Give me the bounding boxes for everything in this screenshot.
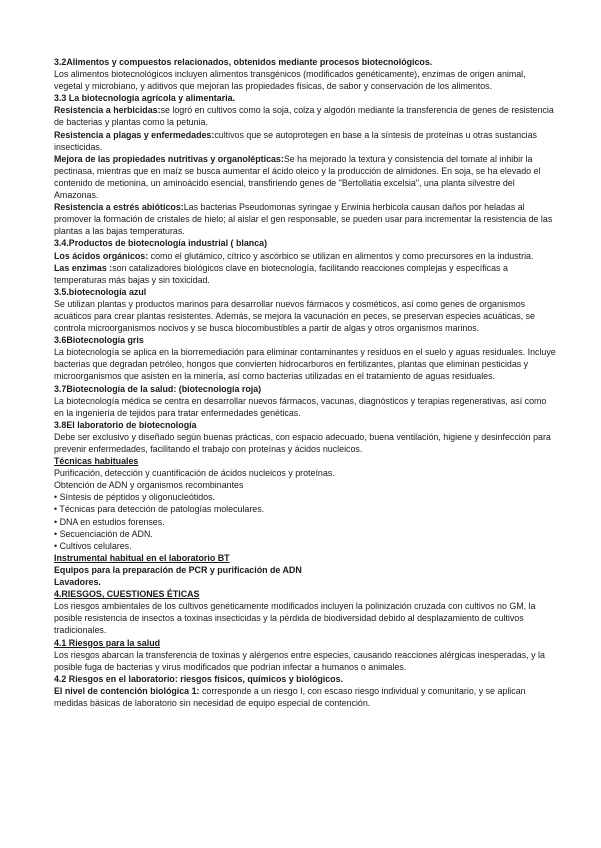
instrumental-item: Equipos para la preparación de PCR y purificación de ADN [54,564,302,575]
paragraph-estres [54,201,556,237]
tecnica-item: Obtención de ADN y organismos recombinantes [54,480,244,491]
tecnica-item: • Cultivos celulares. [54,540,132,551]
paragraph-plagas [54,129,556,153]
section-heading-4: 4.RIESGOS, CUESTIONES ÉTICAS [54,589,200,600]
term-nutritivas: Mejora de las propiedades nutritivas y organolépticas: [54,153,284,164]
text-nutritivas: Se ha mejorado la textura y consistencia del tomate al inhibir la pectinasa, mientras que en maíz se busca aumentar el ácido oleico y la producción de almidones. En soja, se ha elevado el contenido de metionina, un aminoácido esencial, transfiriendo genes de "Bertollatia excelsia", una planta silvestre del Amazonas. [54,153,541,201]
section-heading-3-2: 3.2Alimentos y compuestos relacionados, obtenidos mediante procesos biotecnológicos. [54,57,433,67]
section-heading-3-3: 3.3 La biotecnología agrícola y alimentaria. [54,93,236,104]
section-body-3-6: La biotecnología se aplica en la biorremediación para eliminar contaminantes y residuos en el suelo y aguas residuales. Incluye bacterias que degradan petróleo, hongos que convierten hidrocarburos en fertilizantes, plantas que eliminan pesticidas y microorganismos que asisten en la minería, así como bacterias utilizadas en el tratamiento de aguas residuales. [54,347,556,382]
text-herbicidas: se logró en cultivos como la soja, colza y algodón mediante la transferencia de genes de resistencia de bacterias y plantas como la petunia. [54,105,554,128]
section-body-4-1: Los riesgos abarcan la transferencia de toxinas y alérgenos entre especies, causando reacciones alérgicas inesperadas, y la posible fuga de bacterias y virus modificados que podrían infectar a humanos o animales. [54,649,545,672]
text-enzimas: son catalizadores biológicos clave en biotecnología, facilitando reacciones complejas y específicas a temperaturas más bajas y sin toxicidad. [54,262,508,285]
document-page [54,56,556,709]
tecnica-item: • Síntesis de péptidos y oligonucleótidos. [54,492,215,503]
section-heading-4-1: 4.1 Riesgos para la salud [54,637,161,648]
paragraph-nutritivas [54,153,556,201]
tecnicas-title: Técnicas habituales [54,456,139,467]
text-acidos: como el glutámico, cítrico y ascórbico se utilizan en alimentos y como precursores en la industria. [148,250,534,261]
tecnica-item: • DNA en estudios forenses. [54,516,165,527]
section-body-3-2: Los alimentos biotecnológicos incluyen alimentos transgénicos (modificados genéticamente), enzimas de origen animal, vegetal y microbiano, y aditivos que mejoran las propiedades físicas, de sabor y conservación de los alimentos. [54,69,526,92]
term-enzimas: Las enzimas : [54,262,113,273]
paragraph-herbicidas [54,104,556,128]
section-body-4: Los riesgos ambientales de los cultivos genéticamente modificados incluyen la polinización cruzada con cultivos no GM, la posible resistencia de insectos a toxinas insecticidas y la pérdida de biodiversidad debido al desplazamiento de cultivos tradicionales. [54,601,536,636]
term-contencion: El nivel de contención biológica 1: [54,685,200,696]
paragraph-enzimas [54,262,556,286]
section-body-3-5: Se utilizan plantas y productos marinos para desarrollar nuevos fármacos y cosméticos, así como genes de organismos acuáticos para crear plantas resistentes. Además, se mejora la vacunación en peces, se preservan especies acuáticas, se controla microorganismos nocivos y se busca biocombustibles a partir de algas y otros organismos marinos. [54,298,535,334]
section-body-3-7: La biotecnología médica se centra en desarrollar nuevos fármacos, vacunas, diagnósticos y terapias regenerativas, así como en la ingeniería de tejidos para tratar enfermedades genéticas. [54,395,547,418]
term-herbicidas: Resistencia a herbicidas: [54,105,161,116]
instrumental-item: Lavadores. [54,577,101,588]
paragraph-contencion [54,685,556,709]
text-plagas: cultivos que se autoprotegen en base a la síntesis de proteínas u otras sustancias insecticidas. [54,129,537,152]
section-heading-3-5: 3.5.biotecnología azul [54,286,147,297]
section-body-3-8: Debe ser exclusivo y diseñado según buenas prácticas, con espacio adecuado, buena ventilación, higiene y desinfección para prevenir enfermedades, facilitando el trabajo con proteínas y ácidos nucleicos. [54,431,551,454]
term-estres: Resistencia a estrés abióticos: [54,202,184,213]
tecnica-item: • Técnicas para detección de patologías moleculares. [54,504,265,515]
term-plagas: Resistencia a plagas y enfermedades: [54,129,215,140]
section-heading-3-8: 3.8El laboratorio de biotecnología [54,419,197,430]
tecnica-item: • Secuenciación de ADN. [54,528,153,539]
paragraph-acidos [54,250,556,262]
text-estres: Las bacterias Pseudomonas syringae y Erwinia herbicola causan daños por heladas al promover la formación de cristales de hielo; al aislar el gen responsable, se pueden usar para incrementar la resistencia de las plantas a las bajas temperaturas. [54,202,553,237]
tecnica-item: Purificación, detección y cuantificación de ácidos nucleicos y proteínas. [54,468,335,479]
text-contencion: corresponde a un riesgo I, con escaso riesgo individual y comunitario, y se aplican medidas básicas de laboratorio sin necesidad de equipo especial de contención. [54,685,526,708]
instrumental-title: Instrumental habitual en el laboratorio BT [54,552,230,563]
section-heading-3-4: 3.4.Productos de biotecnología industrial ( blanca) [54,238,268,249]
section-heading-3-6: 3.6Biotecnología gris [54,335,144,346]
term-acidos: Los ácidos orgánicos: [54,250,149,261]
section-heading-4-2: 4.2 Riesgos en el laboratorio: riesgos físicos, químicos y biológicos. [54,673,344,684]
section-heading-3-7: 3.7Biotecnología de la salud: (biotecnología roja) [54,383,262,394]
